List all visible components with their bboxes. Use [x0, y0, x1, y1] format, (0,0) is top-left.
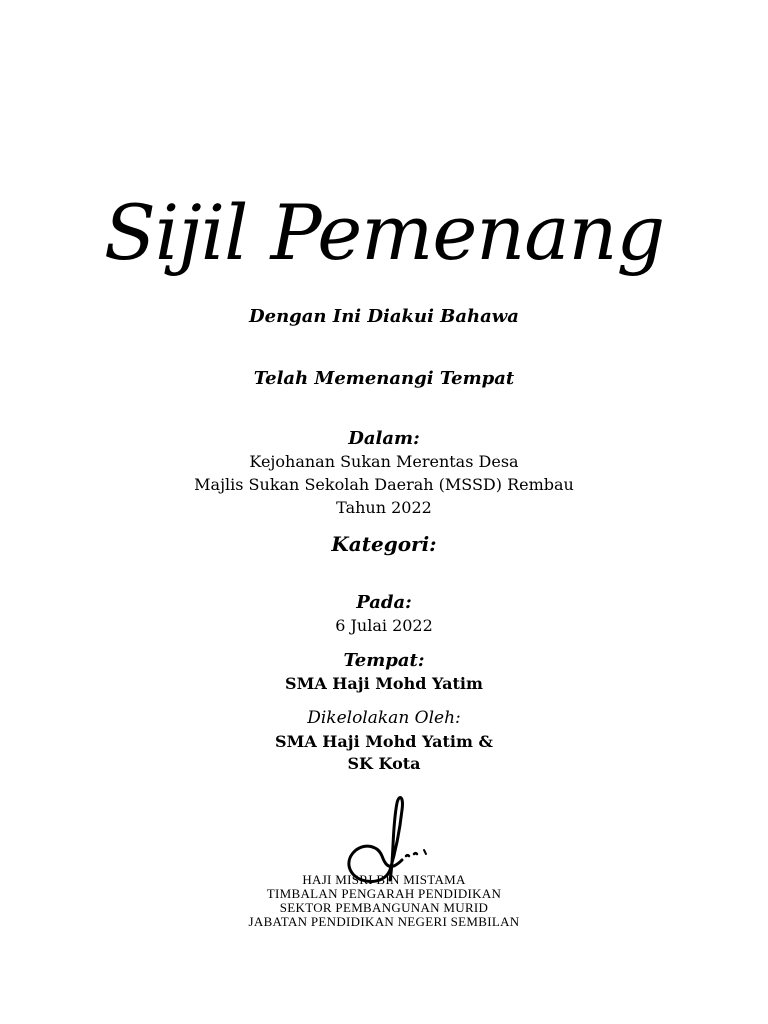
event-label: Dalam: — [348, 428, 420, 449]
venue-value: SMA Haji Mohd Yatim — [285, 674, 483, 693]
date-value: 6 Julai 2022 — [335, 616, 433, 635]
event-line-2: Majlis Sukan Sekolah Daerah (MSSD) Rembau — [194, 475, 574, 494]
category-label: Kategori: — [331, 532, 437, 556]
organizer-label: Dikelolakan Oleh: — [307, 708, 461, 728]
event-line-1: Kejohanan Sukan Merentas Desa — [249, 452, 519, 471]
organizer-line-1: SMA Haji Mohd Yatim & — [275, 732, 493, 751]
signatory-line-3: JABATAN PENDIDIKAN NEGERI SEMBILAN — [248, 914, 520, 929]
organizer-line-2: SK Kota — [347, 754, 421, 773]
signatory-line-1: TIMBALAN PENGARAH PENDIDIKAN — [266, 886, 502, 901]
event-line-3: Tahun 2022 — [336, 498, 432, 517]
certificate-title: Sijil Pemenang — [103, 188, 665, 277]
signatory-name: HAJI MISRI BIN MISTAMA — [302, 872, 466, 887]
won-place-text: Telah Memenangi Tempat — [253, 368, 515, 389]
date-label: Pada: — [356, 592, 412, 613]
acknowledgement-text: Dengan Ini Diakui Bahawa — [249, 306, 519, 327]
venue-label: Tempat: — [343, 650, 425, 671]
signatory-line-2: SEKTOR PEMBANGUNAN MURID — [279, 900, 489, 915]
